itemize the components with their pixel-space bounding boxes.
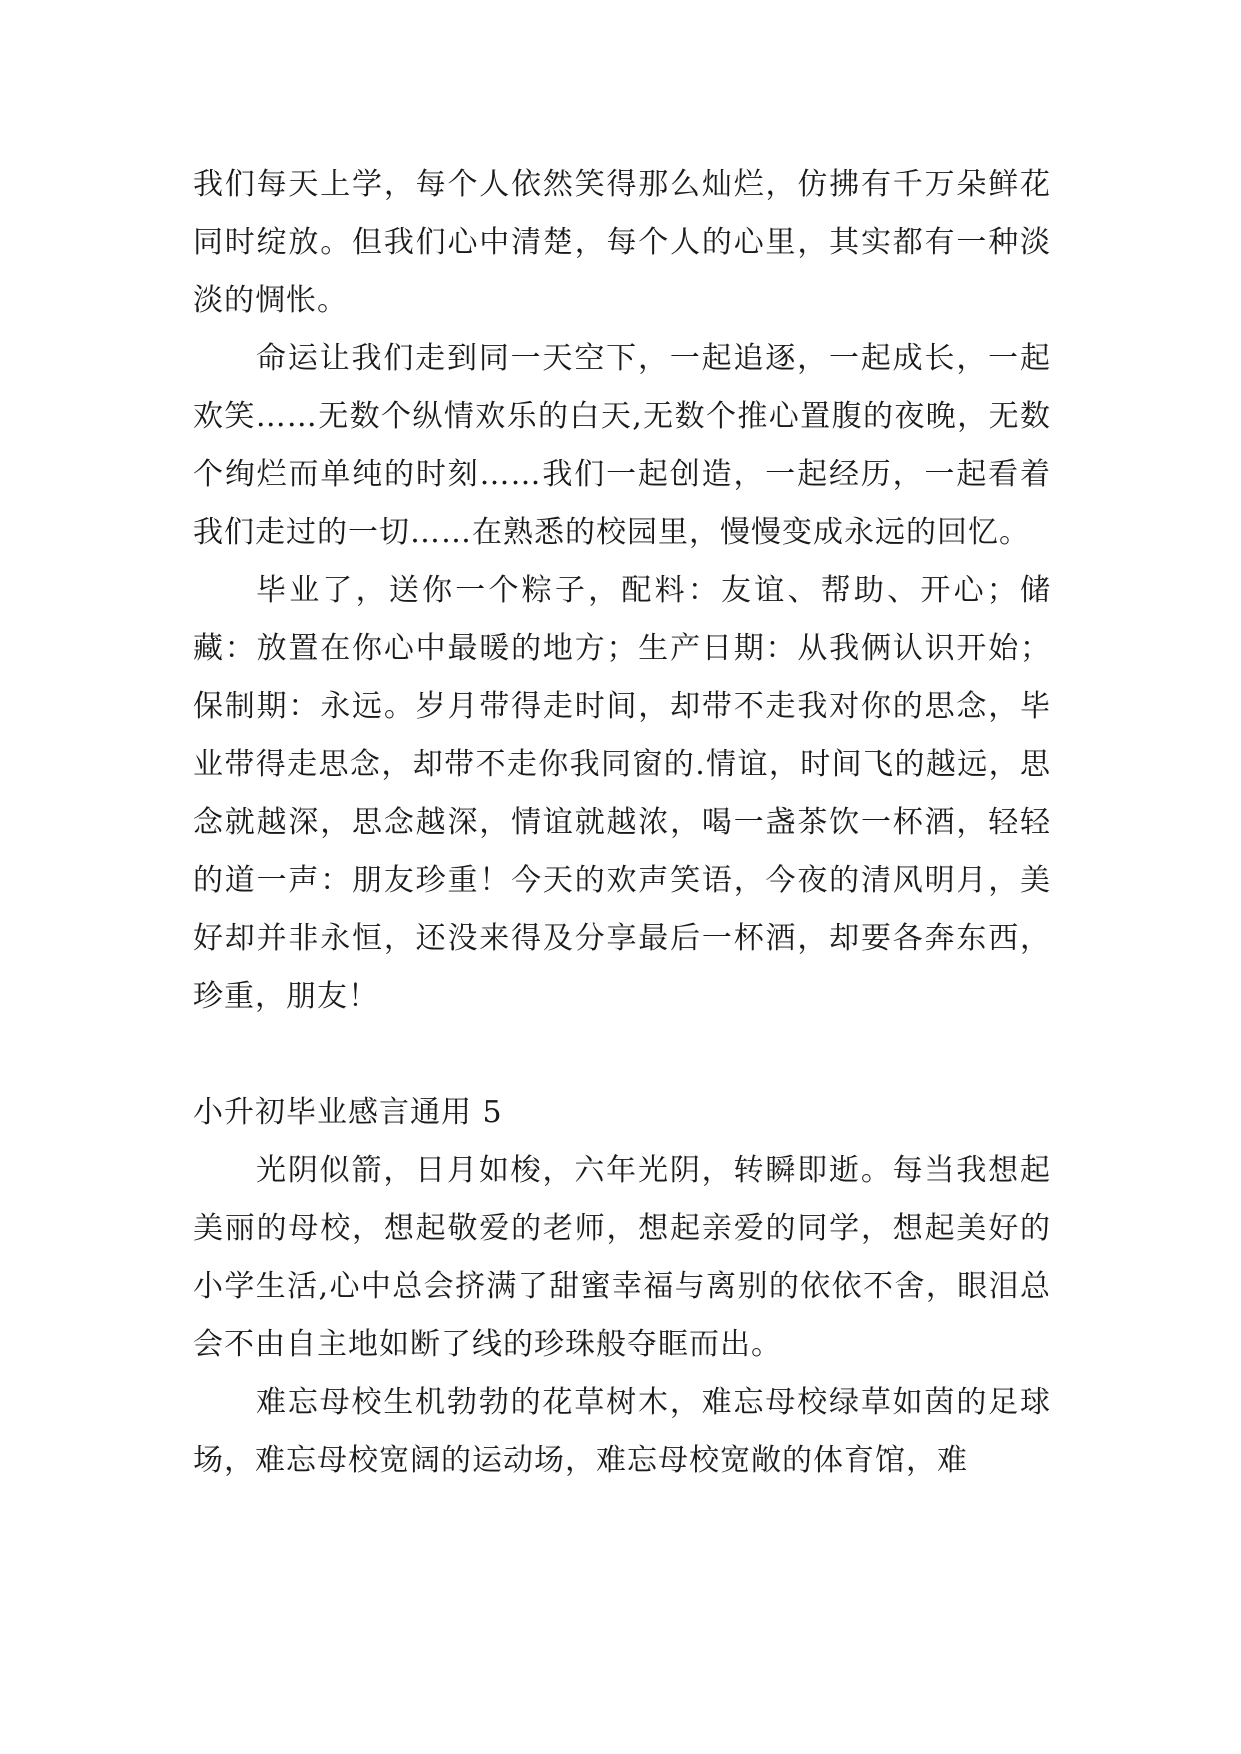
paragraph: 毕业了，送你一个粽子，配料：友谊、帮助、开心；储藏：放置在你心中最暖的地方；生产日期：从我俩认识开始；保制期：永远。岁月带得走时间，却带不走我对你的思念，毕业带得走思念，却带不走你我同窗的.情谊，时间飞的越远，思念就越深，思念越深，情谊就越浓，喝一盏茶饮一杯酒，轻轻的道一声：朋友珍重！今天的欢声笑语，今夜的清风明月，美好却并非永恒，还没来得及分享最后一杯酒，却要各奔东西，珍重，朋友！ xyxy=(193,573,1051,1014)
paragraph: 难忘母校生机勃勃的花草树木，难忘母校绿草如茵的足球场，难忘母校宽阔的运动场，难忘母校宽敞的体育馆，难 xyxy=(193,1385,1051,1478)
paragraph-continuation: 我们每天上学，每个人依然笑得那么灿烂，仿拂有千万朵鲜花同时绽放。但我们心中清楚，每个人的心里，其实都有一种淡淡的惆怅。 xyxy=(193,167,1051,318)
paragraph: 光阴似箭，日月如梭，六年光阴，转瞬即逝。每当我想起美丽的母校，想起敬爱的老师，想起亲爱的同学，想起美好的小学生活,心中总会挤满了甜蜜幸福与离别的依依不舍，眼泪总会不由自主地如断了线的珍珠般夺眶而出。 xyxy=(193,1153,1051,1362)
section-title: 小升初毕业感言通用 5 xyxy=(193,1095,503,1130)
paragraph: 命运让我们走到同一天空下，一起追逐，一起成长，一起欢笑……无数个纵情欢乐的白天,无数个推心置腹的夜晚，无数个绚烂而单纯的时刻……我们一起创造，一起经历，一起看着我们走过的一切……在熟悉的校园里，慢慢变成永远的回忆。 xyxy=(193,341,1051,550)
document-body xyxy=(193,156,1051,1490)
